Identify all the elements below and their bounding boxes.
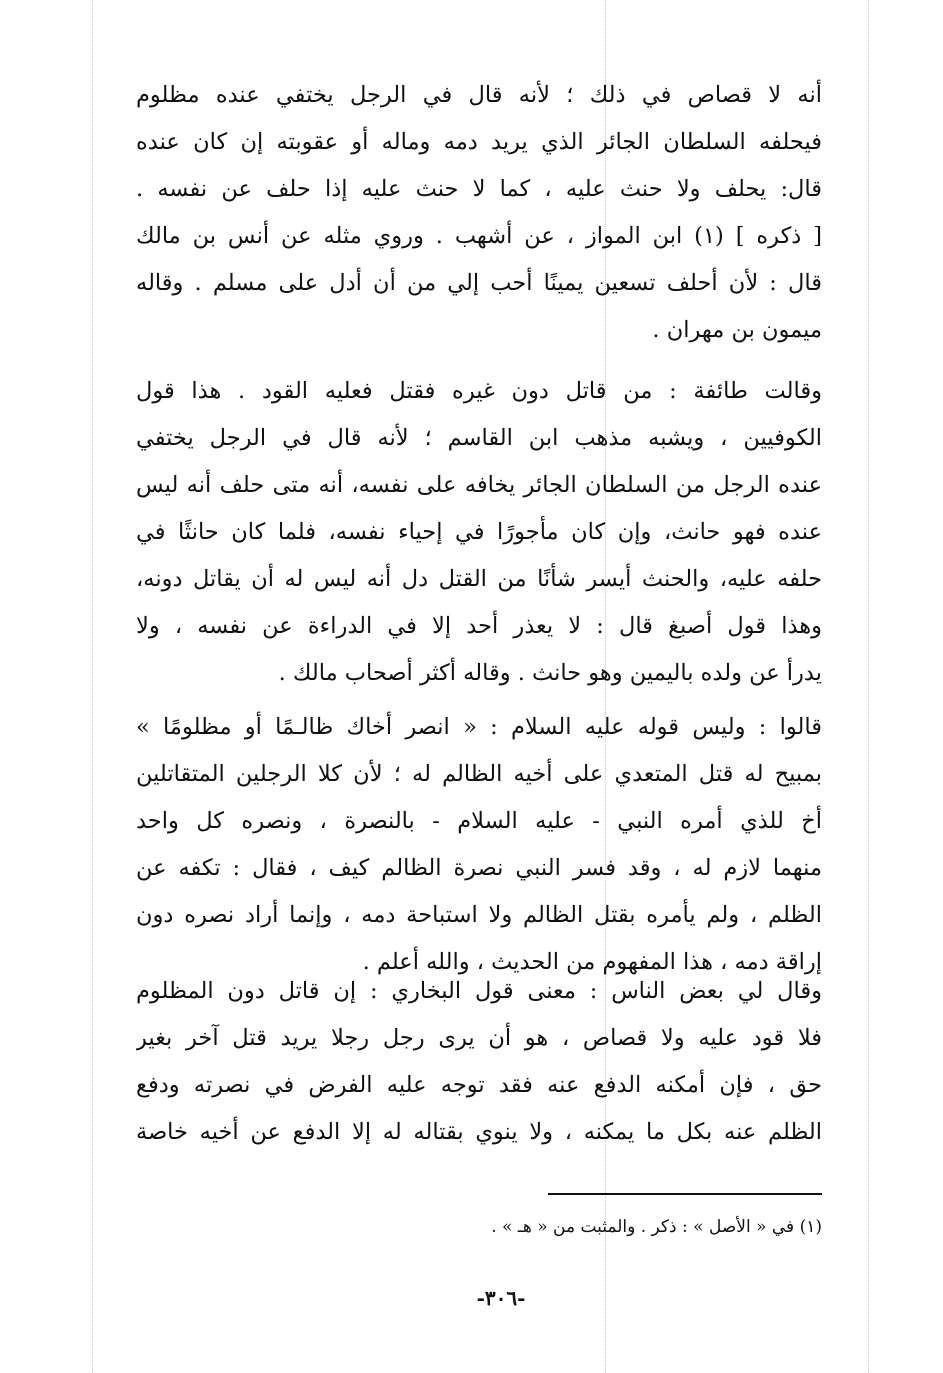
- text-line: إراقة دمه ، هذا المفهوم من الحديث ، والله أعلم .: [362, 949, 822, 975]
- paragraph-2: [136, 368, 822, 697]
- text-line: أخ للذي أمره النبي - عليه السلام - بالنصرة ، ونصره كل واحد: [136, 808, 822, 834]
- text-line: يدرأ عن ولده باليمين وهو حانث . وقاله أكثر أصحاب مالك .: [278, 660, 822, 686]
- paragraph-1: [136, 72, 822, 354]
- text-line: فيحلفه السلطان الجائر الذي يريد دمه وماله أو عقوبته إن كان عنده: [136, 129, 822, 155]
- text-line: الظلم ، ولم يأمره بقتل الظالم ولا استباحة دمه ، وإنما أراد نصره دون: [136, 902, 822, 928]
- text-line: فلا قود عليه ولا قصاص ، هو أن يرى رجل رجلا يريد قتل آخر بغير: [136, 1025, 822, 1051]
- text-line: قال : لأن أحلف تسعين يمينًا أحب إلي من أن أدل على مسلم . وقاله: [136, 270, 822, 296]
- text-line: منهما لازم له ، وقد فسر النبي نصرة الظالم كيف ، فقال : تكفه عن: [136, 855, 822, 881]
- text-line: الظلم عنه بكل ما يمكنه ، ولا ينوي بقتاله له إلا الدفع عن أخيه خاصة: [136, 1119, 822, 1145]
- scan-guide-line: [868, 0, 869, 1373]
- text-line: الكوفيين ، ويشبه مذهب ابن القاسم ؛ لأنه قال في الرجل يختفي: [136, 425, 822, 451]
- footnote-divider: [548, 1193, 822, 1195]
- text-line: وهذا قول أصبغ قال : لا يعذر أحد إلا في الدراءة عن نفسه ، ولا: [136, 613, 822, 639]
- text-line: ميمون بن مهران .: [652, 317, 822, 343]
- text-line: بمبيح له قتل المتعدي على أخيه الظالم له ؛ لأن كلا الرجلين المتقاتلين: [136, 761, 822, 787]
- text-line: أنه لا قصاص في ذلك ؛ لأنه قال في الرجل يختفي عنده مظلوم: [136, 82, 822, 108]
- paragraph-4: [136, 968, 822, 1156]
- text-line: [ ذكره ] (١) ابن المواز ، عن أشهب . وروي مثله عن أنس بن مالك: [136, 223, 822, 249]
- text-line: قال: يحلف ولا حنث عليه ، كما لا حنث عليه إذا حلف عن نفسه .: [136, 176, 822, 202]
- paragraph-3: [136, 704, 822, 986]
- text-line: عنده الرجل من السلطان الجائر يخافه على نفسه، أنه متى حلف أنه ليس: [136, 472, 822, 498]
- page-number: -٣٠٦-: [476, 1286, 526, 1310]
- text-line: وقال لي بعض الناس : معنى قول البخاري : إن قاتل دون المظلوم: [136, 978, 822, 1004]
- text-line: وقالت طائفة : من قاتل دون غيره فقتل فعليه القود . هذا قول: [136, 378, 822, 404]
- footnote: (١) في « الأصل » : ذكر . والمثبت من « هـ » .: [491, 1217, 822, 1237]
- text-line: قالوا : وليس قوله عليه السلام : « انصر أخاك ظالـمًا أو مظلومًا »: [136, 714, 822, 740]
- text-line: حلفه عليه، والحنث أيسر شأنًا من القتل دل أنه ليس له أن يقاتل دونه،: [136, 566, 822, 592]
- text-line: عنده فهو حانث، وإن كان مأجورًا في إحياء نفسه، فلما كان حانثًا في: [136, 519, 822, 545]
- scan-guide-line: [92, 0, 93, 1373]
- text-line: حق ، فإن أمكنه الدفع عنه فقد توجه عليه الفرض في نصرته ودفع: [136, 1072, 822, 1098]
